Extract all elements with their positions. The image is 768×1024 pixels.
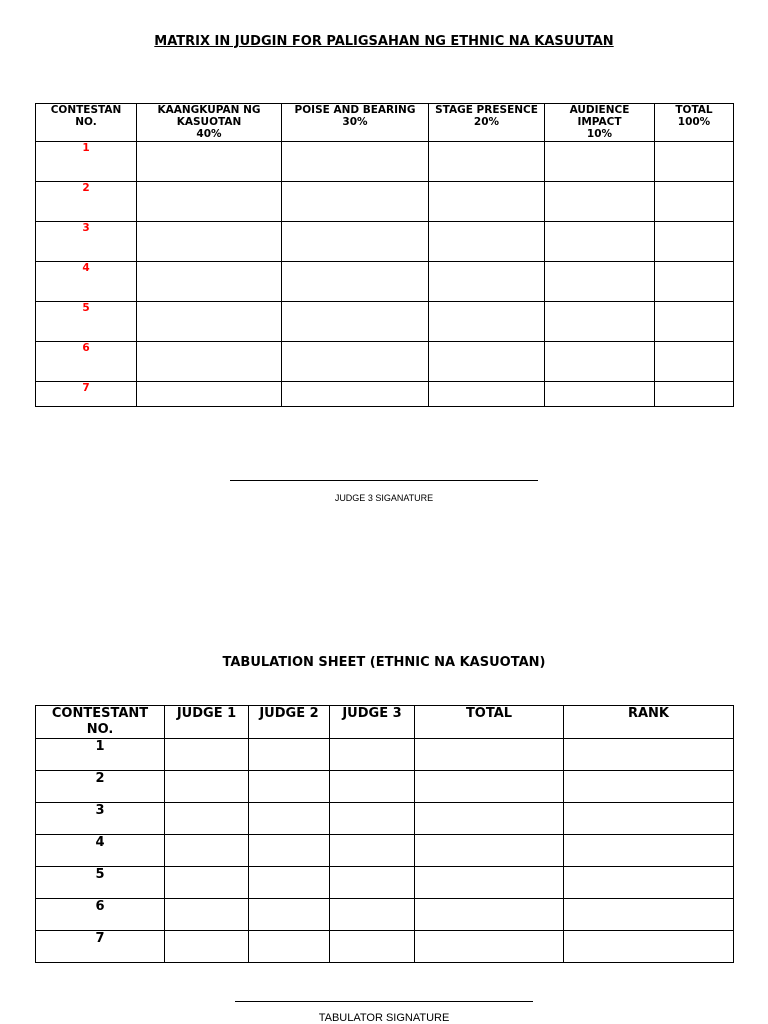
score-cell[interactable] <box>564 771 734 803</box>
score-cell[interactable] <box>330 867 415 899</box>
score-cell[interactable] <box>249 835 330 867</box>
header-line: STAGE PRESENCE <box>435 104 538 116</box>
score-cell[interactable] <box>545 182 655 222</box>
score-cell[interactable] <box>545 222 655 262</box>
matrix-header-poise <box>282 104 429 142</box>
judge-signature-label: JUDGE 3 SIGANATURE <box>334 493 434 503</box>
score-cell[interactable] <box>564 899 734 931</box>
score-cell[interactable] <box>330 931 415 963</box>
score-cell[interactable] <box>165 739 249 771</box>
score-cell[interactable] <box>429 142 545 182</box>
header-line: AUDIENCE <box>569 104 630 116</box>
table-row <box>36 342 734 382</box>
header-line: 30% <box>342 116 368 128</box>
table-row <box>36 222 734 262</box>
score-cell[interactable] <box>137 262 282 302</box>
score-cell[interactable] <box>282 222 429 262</box>
tab-header-judge-2: JUDGE 2 <box>249 706 330 739</box>
contestant-number: 2 <box>36 182 137 222</box>
tab-header-judge-3: JUDGE 3 <box>330 706 415 739</box>
score-cell[interactable] <box>282 182 429 222</box>
table-row <box>36 739 734 771</box>
tabulation-header-row <box>36 706 734 739</box>
score-cell[interactable] <box>165 931 249 963</box>
score-cell[interactable] <box>330 803 415 835</box>
score-cell[interactable] <box>282 262 429 302</box>
score-cell[interactable] <box>249 899 330 931</box>
header-line: NO. <box>86 722 114 737</box>
score-cell[interactable] <box>429 262 545 302</box>
score-cell[interactable] <box>429 222 545 262</box>
tabulator-signature-line[interactable] <box>235 1001 533 1002</box>
table-row <box>36 931 734 963</box>
score-cell[interactable] <box>655 182 734 222</box>
tab-header-total: TOTAL <box>415 706 564 739</box>
score-cell[interactable] <box>165 771 249 803</box>
matrix-header-row <box>36 104 734 142</box>
score-cell[interactable] <box>165 803 249 835</box>
header-line: KAANGKUPAN NG <box>157 104 261 116</box>
score-cell[interactable] <box>655 302 734 342</box>
score-cell[interactable] <box>415 803 564 835</box>
score-cell[interactable] <box>415 867 564 899</box>
score-cell[interactable] <box>330 771 415 803</box>
contestant-number: 5 <box>36 867 165 899</box>
table-row <box>36 867 734 899</box>
score-cell[interactable] <box>137 382 282 407</box>
table-row <box>36 382 734 407</box>
header-line: POISE AND BEARING <box>294 104 416 116</box>
score-cell[interactable] <box>564 835 734 867</box>
score-cell[interactable] <box>282 142 429 182</box>
tab-header-contestant <box>36 706 165 739</box>
matrix-header-contestant <box>36 104 137 142</box>
score-cell[interactable] <box>655 142 734 182</box>
score-cell[interactable] <box>282 382 429 407</box>
score-cell[interactable] <box>545 262 655 302</box>
header-line: 40% <box>196 128 222 140</box>
score-cell[interactable] <box>429 302 545 342</box>
score-cell[interactable] <box>137 222 282 262</box>
matrix-title: MATRIX IN JUDGIN FOR PALIGSAHAN NG ETHNIC NA KASUUTAN <box>154 34 614 49</box>
tabulation-table <box>35 705 734 963</box>
score-cell[interactable] <box>429 382 545 407</box>
contestant-number: 3 <box>36 803 165 835</box>
contestant-number: 7 <box>36 931 165 963</box>
score-cell[interactable] <box>545 142 655 182</box>
score-cell[interactable] <box>429 182 545 222</box>
score-cell[interactable] <box>137 142 282 182</box>
score-cell[interactable] <box>415 739 564 771</box>
score-cell[interactable] <box>655 342 734 382</box>
matrix-header-stage-presence <box>429 104 545 142</box>
matrix-header-total <box>655 104 734 142</box>
score-cell[interactable] <box>655 222 734 262</box>
score-cell[interactable] <box>564 867 734 899</box>
contestant-number: 3 <box>36 222 137 262</box>
contestant-number: 2 <box>36 771 165 803</box>
score-cell[interactable] <box>429 342 545 382</box>
score-cell[interactable] <box>249 867 330 899</box>
judge-signature-line[interactable] <box>230 480 538 481</box>
score-cell[interactable] <box>545 382 655 407</box>
contestant-number: 6 <box>36 899 165 931</box>
contestant-number: 4 <box>36 262 137 302</box>
score-cell[interactable] <box>165 867 249 899</box>
header-line: IMPACT <box>577 116 622 128</box>
contestant-number: 1 <box>36 739 165 771</box>
table-row <box>36 302 734 342</box>
score-cell[interactable] <box>330 835 415 867</box>
header-line: 20% <box>473 116 500 128</box>
table-row <box>36 899 734 931</box>
score-cell[interactable] <box>415 899 564 931</box>
tabulator-signature-label: TABULATOR SIGNATURE <box>318 1012 450 1024</box>
table-row <box>36 803 734 835</box>
tab-header-judge-1: JUDGE 1 <box>165 706 249 739</box>
matrix-header-kaangkupan <box>137 104 282 142</box>
score-cell[interactable] <box>137 342 282 382</box>
tab-header-rank: RANK <box>564 706 734 739</box>
contestant-number: 6 <box>36 342 137 382</box>
contestant-number: 4 <box>36 835 165 867</box>
score-cell[interactable] <box>249 803 330 835</box>
score-cell[interactable] <box>655 382 734 407</box>
score-cell[interactable] <box>137 302 282 342</box>
score-cell[interactable] <box>282 342 429 382</box>
score-cell[interactable] <box>330 739 415 771</box>
score-cell[interactable] <box>165 835 249 867</box>
table-row <box>36 835 734 867</box>
score-cell[interactable] <box>655 262 734 302</box>
table-row <box>36 182 734 222</box>
table-row <box>36 262 734 302</box>
score-cell[interactable] <box>545 302 655 342</box>
score-cell[interactable] <box>545 342 655 382</box>
score-cell[interactable] <box>415 771 564 803</box>
score-cell[interactable] <box>564 739 734 771</box>
header-line: NO. <box>75 116 97 128</box>
contestant-number: 7 <box>36 382 137 407</box>
contestant-number: 5 <box>36 302 137 342</box>
score-cell[interactable] <box>249 739 330 771</box>
matrix-header-audience-impact <box>545 104 655 142</box>
table-row <box>36 771 734 803</box>
header-line: TOTAL <box>675 104 713 116</box>
header-line: CONTESTANT <box>51 706 149 721</box>
score-cell[interactable] <box>282 302 429 342</box>
contestant-number: 1 <box>36 142 137 182</box>
judging-matrix-table <box>35 103 734 407</box>
score-cell[interactable] <box>249 771 330 803</box>
score-cell[interactable] <box>165 899 249 931</box>
table-row <box>36 142 734 182</box>
score-cell[interactable] <box>564 803 734 835</box>
tabulation-title: TABULATION SHEET (ETHNIC NA KASUOTAN) <box>222 655 546 670</box>
score-cell[interactable] <box>415 835 564 867</box>
score-cell[interactable] <box>415 931 564 963</box>
score-cell[interactable] <box>137 182 282 222</box>
score-cell[interactable] <box>330 899 415 931</box>
header-line: KASUOTAN <box>176 116 242 128</box>
score-cell[interactable] <box>249 931 330 963</box>
header-line: 100% <box>677 116 711 128</box>
header-line: 10% <box>586 128 613 140</box>
score-cell[interactable] <box>564 931 734 963</box>
header-line: CONTESTAN <box>50 104 122 116</box>
